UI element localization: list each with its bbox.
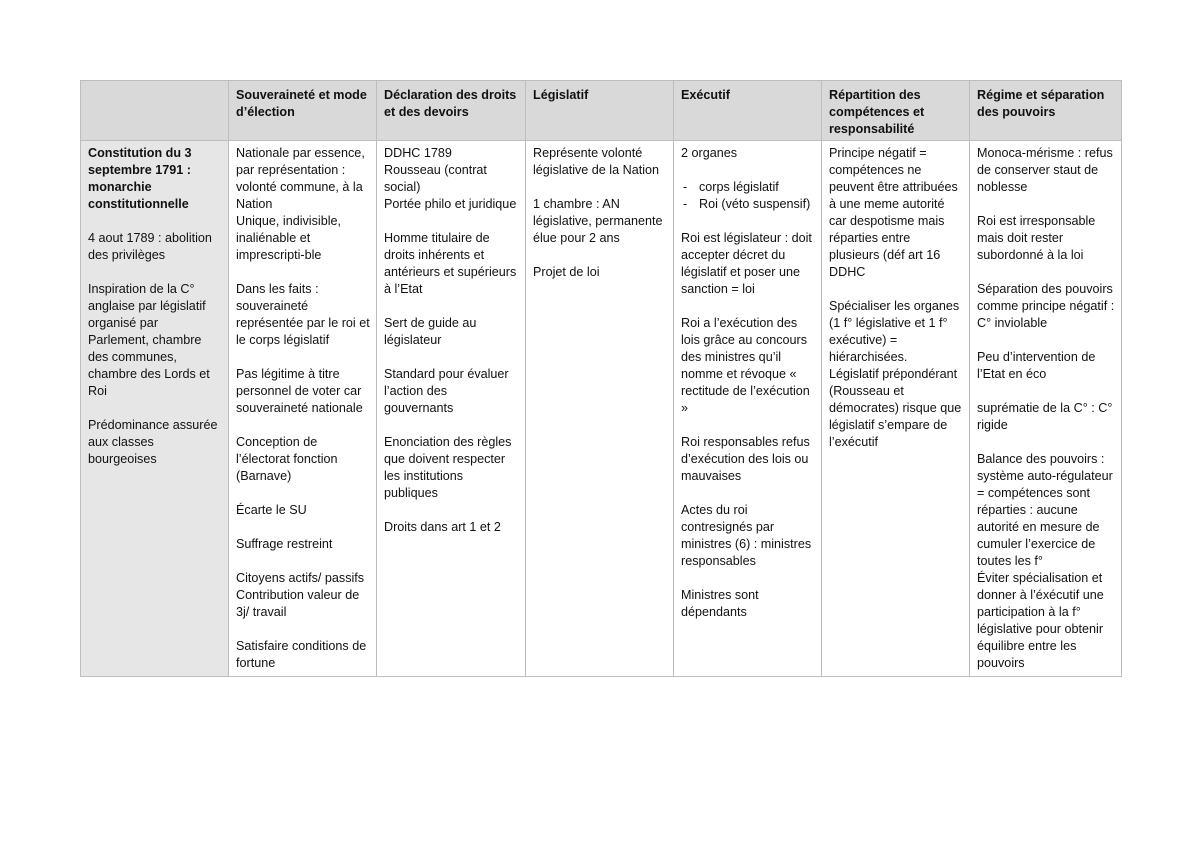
cell-souverainete: [229, 141, 377, 677]
paragraph: [533, 264, 667, 281]
organes-list: [681, 179, 815, 213]
cell-regime: [970, 141, 1122, 677]
header-row: [81, 81, 1122, 141]
text-line: Citoyens actifs/ passifs: [236, 571, 365, 585]
text-line: Roi est irresponsable mais doit rester subordonné à la loi: [977, 214, 1099, 262]
paragraph: [236, 145, 370, 264]
text-line: Suffrage restreint: [236, 537, 333, 551]
text-line: Écarte le SU: [236, 503, 307, 517]
cell-legislatif: [526, 141, 674, 677]
paragraph: [829, 145, 963, 281]
text-line: Droits dans art 1 et 2: [384, 520, 501, 534]
text-line: Balance des pouvoirs : système auto-régulateur = compétences sont réparties : aucune autorité en mesure de cumuler l’exercice de toutes les f°: [977, 452, 1117, 568]
header-repartition: Répartition des compétences et responsabilité: [822, 81, 970, 141]
paragraph: 2 organes: [681, 146, 738, 160]
paragraph: [384, 315, 519, 349]
paragraph: [384, 519, 519, 536]
paragraph: [533, 196, 667, 247]
paragraph: [384, 366, 519, 417]
paragraph: [384, 434, 519, 502]
row-title: Constitution du 3 septembre 1791 : monarchie constitutionnelle: [88, 146, 192, 211]
header-souverainete: Souveraineté et mode d’élection: [229, 81, 377, 141]
header-corner: [81, 81, 229, 141]
table-row: [81, 141, 1122, 677]
paragraph: Roi a l’exécution des lois grâce au concours des ministres qu’il nomme et révoque « rectitude de l’exécution »: [681, 316, 810, 415]
row-header-cell: [81, 141, 229, 677]
text-line: Standard pour évaluer l’action des gouvernants: [384, 367, 513, 415]
text-line: Principe négatif = compétences ne peuvent être attribuées à une meme autorité car despotisme mais réparties entre plusieurs (déf art 16 DDHC: [829, 146, 962, 279]
paragraph: [977, 281, 1118, 332]
text-line: Séparation des pouvoirs comme principe négatif : C° inviolable: [977, 282, 1118, 330]
paragraph: [977, 349, 1115, 383]
paragraph: [236, 638, 370, 672]
text-line: DDHC 1789: [384, 146, 452, 160]
text-line: Sert de guide au législateur: [384, 316, 480, 347]
text-line: Pas légitime à titre personnel de voter car souveraineté nationale: [236, 367, 365, 415]
paragraph: Roi responsables refus d’exécution des lois ou mauvaises: [681, 435, 810, 483]
header-executif: Exécutif: [674, 81, 822, 141]
text-line: Conception de l’électorat fonction (Barnave): [236, 435, 342, 483]
paragraph: [533, 145, 667, 179]
text-line: Éviter spécialisation et donner à l’éxécutif une participation à la f° législative pour obtenir équilibre entre les pouvoirs: [977, 571, 1108, 670]
text-line: Spécialiser les organes (1 f° législative et 1 f° exécutive) = hiérarchisées.: [829, 299, 963, 364]
paragraph: Ministres sont dépendants: [681, 588, 759, 619]
cell-executif: [674, 141, 822, 677]
list-item: - Roi (véto suspensif): [681, 196, 815, 213]
text-line: Législatif prépondérant (Rousseau et démocrates) risque que législatif s’empare de l’exécutif: [829, 367, 965, 449]
text-line: Peu d’intervention de l’Etat en éco: [977, 350, 1099, 381]
text-line: Portée philo et juridique: [384, 197, 517, 211]
paragraph: [977, 451, 1115, 672]
text-line: Nationale par essence, par représentation : volonté commune, à la Nation: [236, 146, 369, 211]
paragraph: [977, 400, 1115, 434]
text-line: suprématie de la C° : C° rigide: [977, 401, 1116, 432]
text-line: Rousseau (contrat social): [384, 163, 491, 194]
text-line: Satisfaire conditions de fortune: [236, 639, 370, 670]
header-declaration: Déclaration des droits et des devoirs: [377, 81, 526, 141]
paragraph: Actes du roi contresignés par ministres (6) : ministres responsables: [681, 503, 812, 568]
paragraph: [236, 502, 370, 519]
text-line: Contribution valeur de 3j/ travail: [236, 588, 363, 619]
header-legislatif: Législatif: [526, 81, 674, 141]
row-intro-paragraph: Prédominance assurée aux classes bourgeoises: [88, 418, 218, 466]
text-line: Dans les faits : souveraineté représentée par le roi et le corps législatif: [236, 282, 374, 347]
paragraph: [977, 213, 1115, 264]
paragraph: [977, 145, 1115, 196]
row-intro-paragraph: 4 aout 1789 : abolition des privilèges: [88, 231, 212, 262]
constitution-comparison-table: [80, 80, 1122, 677]
paragraph: [236, 366, 370, 417]
text-line: Unique, indivisible, inaliénable et imprescripti-ble: [236, 214, 345, 262]
text-line: Projet de loi: [533, 265, 600, 279]
text-line: Enonciation des règles que doivent respecter les institutions publiques: [384, 435, 515, 500]
paragraph: [236, 570, 370, 621]
paragraph: [236, 434, 370, 485]
header-regime: Régime et séparation des pouvoirs: [970, 81, 1122, 141]
cell-declaration: [377, 141, 526, 677]
text-line: Représente volonté législative de la Nation: [533, 146, 660, 177]
paragraph: Roi est législateur : doit accepter décret du législatif et poser une sanction = loi: [681, 231, 812, 296]
paragraph: [384, 145, 519, 213]
row-intro-paragraph: Inspiration de la C° anglaise par législatif organisé par Parlement, chambre des communes, chambre des Lords et Roi: [88, 282, 210, 398]
paragraph: [829, 298, 963, 451]
list-item: - corps législatif: [681, 179, 815, 196]
paragraph: [384, 230, 519, 298]
text-line: Homme titulaire de droits inhérents et antérieurs et supérieurs à l’Etat: [384, 231, 520, 296]
cell-repartition: [822, 141, 970, 677]
text-line: Monoca-mérisme : refus de conserver staut de noblesse: [977, 146, 1117, 194]
paragraph: [236, 281, 374, 349]
paragraph: [236, 536, 370, 553]
text-line: 1 chambre : AN législative, permanente élue pour 2 ans: [533, 197, 667, 245]
